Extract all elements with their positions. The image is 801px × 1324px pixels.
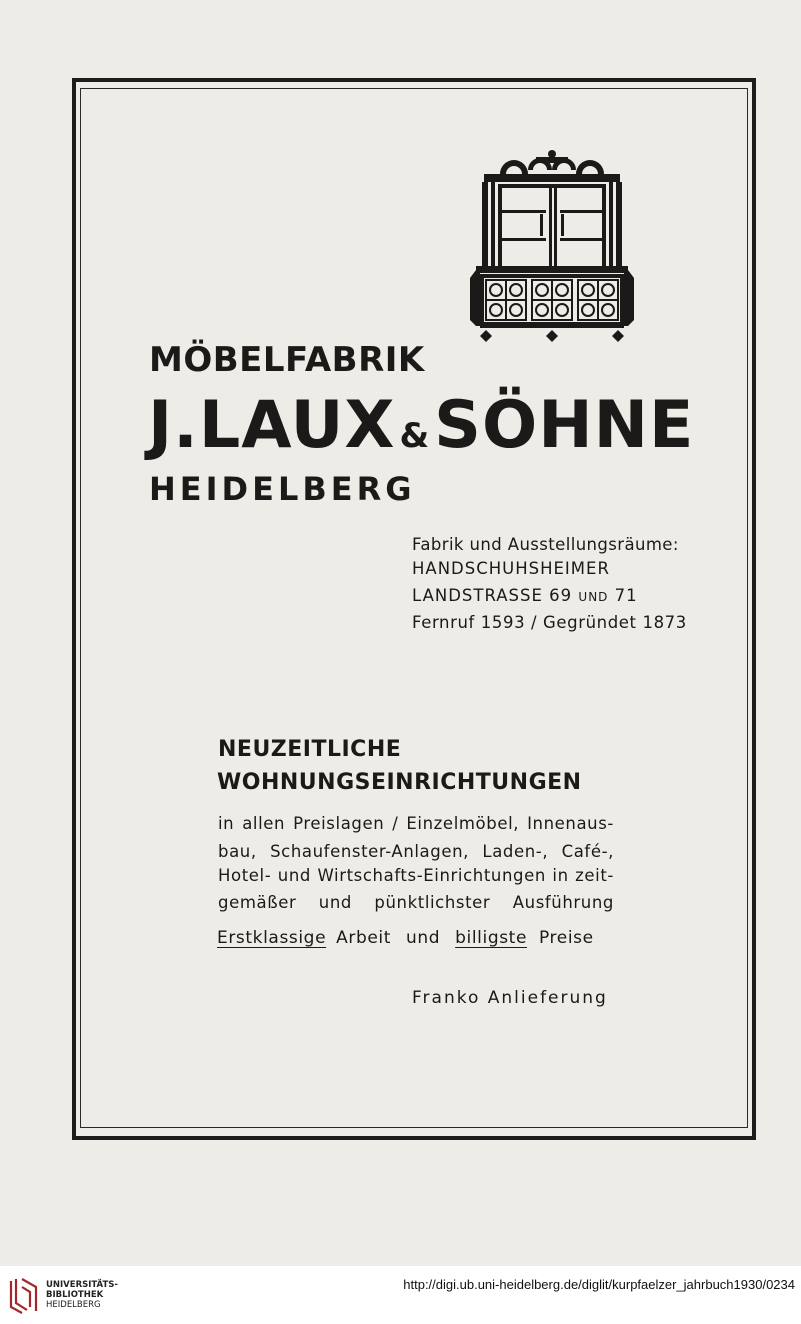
address-und: UND — [578, 590, 609, 604]
firm-name-part1: J.LAUX — [148, 388, 396, 463]
library-name-line-1: UNIVERSITÄTS- — [46, 1280, 118, 1290]
business-type: MÖBELFABRIK — [149, 340, 425, 380]
offer-body-line: gemäßer und pünktlichster Ausführung — [218, 893, 614, 912]
offer-body-line: bau, Schaufenster-Anlagen, Laden-, Café-, — [218, 842, 614, 861]
inner-border-frame — [80, 88, 748, 1128]
quality-word-erstklassige: Erstklassige — [217, 928, 327, 948]
address-line-1: Fabrik und Ausstellungsräume: — [412, 535, 679, 554]
library-name[interactable] — [46, 1280, 118, 1310]
cabinet-emblem-icon — [466, 150, 638, 348]
offer-headline-1: NEUZEITLICHE — [218, 737, 402, 762]
library-name-line-3: HEIDELBERG — [46, 1300, 101, 1310]
offer-body-line: in allen Preislagen / Einzelmöbel, Innenaus- — [218, 814, 614, 833]
address-number: 71 — [614, 586, 638, 605]
quality-word-billigste: billigste — [455, 928, 527, 948]
address-line-4: Fernruf 1593 / Gegründet 1873 — [412, 613, 687, 632]
city-name: HEIDELBERG — [149, 470, 416, 508]
library-seal-icon[interactable] — [8, 1277, 40, 1315]
offer-headline-2: WOHNUNGSEINRICHTUNGEN — [217, 770, 582, 795]
quality-word-und: und — [406, 928, 441, 948]
viewer-footer — [0, 1266, 801, 1324]
permalink-url[interactable]: http://digi.ub.uni-heidelberg.de/diglit/kurpfaelzer_jahrbuch1930/0234 — [403, 1277, 795, 1292]
firm-name-part2: SÖHNE — [434, 388, 695, 463]
offer-body-line: Hotel- und Wirtschafts-Einrichtungen in zeit- — [218, 866, 614, 885]
firm-name — [148, 388, 694, 463]
firm-name-ampersand: & — [399, 416, 431, 456]
quality-statement — [217, 928, 614, 948]
address-line-3 — [412, 586, 638, 605]
quality-word-preise: Preise — [539, 928, 594, 948]
address-street: LANDSTRASSE 69 — [412, 586, 573, 605]
delivery-note: Franko Anlieferung — [412, 988, 608, 1008]
address-line-2: HANDSCHUHSHEIMER — [412, 559, 610, 578]
library-name-line-2: BIBLIOTHEK — [46, 1290, 104, 1300]
quality-word-arbeit: Arbeit — [336, 928, 391, 948]
